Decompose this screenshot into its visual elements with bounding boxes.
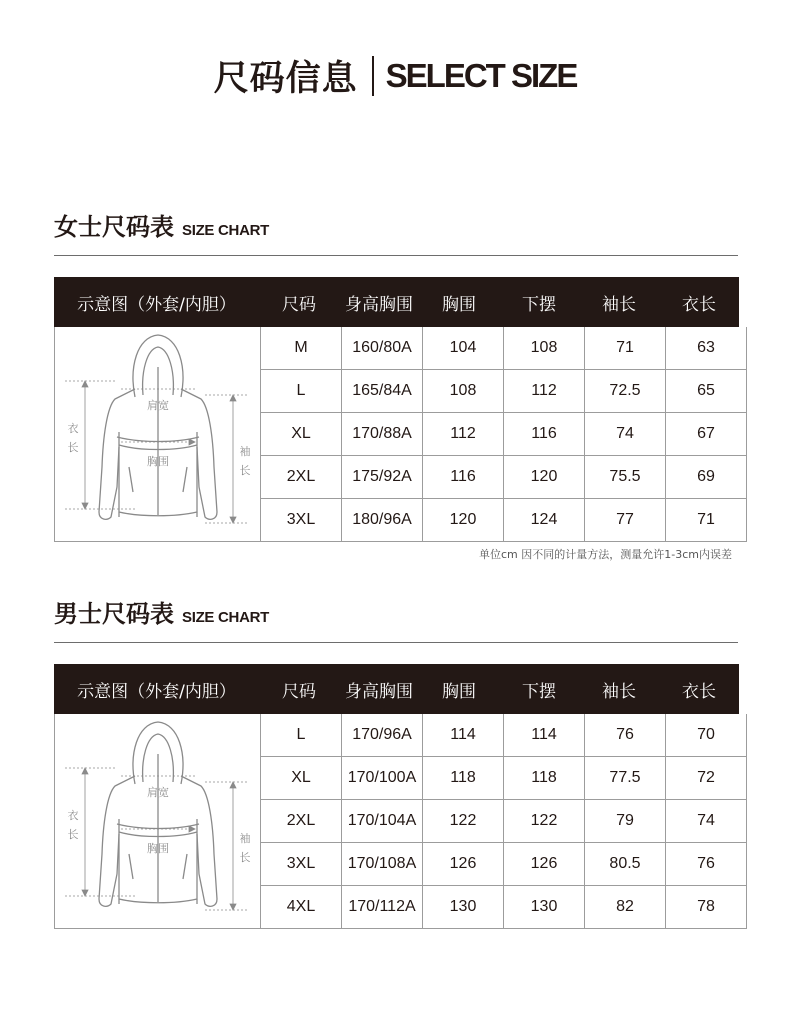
table-cell: 112 — [504, 370, 585, 412]
men-heading-en: SIZE CHART — [182, 609, 270, 626]
women-section-heading — [54, 207, 738, 242]
women-table-body — [261, 327, 747, 542]
table-cell: 3XL — [261, 843, 342, 885]
column-header: 尺码 — [282, 681, 316, 702]
table-row — [261, 499, 747, 542]
women-divider — [54, 255, 738, 256]
table-cell: 72.5 — [585, 370, 666, 412]
jacket-diagram — [55, 327, 261, 542]
men-size-table — [54, 664, 739, 929]
title-divider — [372, 56, 374, 96]
column-header: 袖长 — [602, 294, 636, 315]
table-cell: 76 — [666, 843, 747, 885]
table-cell: 71 — [585, 327, 666, 369]
table-cell: 124 — [504, 499, 585, 541]
table-cell: 175/92A — [342, 456, 423, 498]
diagram-label-length: 长 — [67, 441, 79, 454]
column-header: 衣长 — [682, 681, 716, 702]
diagram-label-shoulder: 肩宽 — [147, 399, 169, 412]
table-cell: 2XL — [261, 800, 342, 842]
table-header — [54, 277, 739, 327]
table-cell: 108 — [423, 370, 504, 412]
table-cell: 77.5 — [585, 757, 666, 799]
table-cell: 120 — [504, 456, 585, 498]
table-cell: 72 — [666, 757, 747, 799]
table-cell: 114 — [423, 714, 504, 756]
table-row — [261, 456, 747, 499]
column-header: 示意图（外套/内胆） — [77, 294, 236, 315]
table-cell: 76 — [585, 714, 666, 756]
table-cell: 104 — [423, 327, 504, 369]
column-header: 胸围 — [442, 681, 476, 702]
table-cell: 170/112A — [342, 886, 423, 928]
table-cell: 170/104A — [342, 800, 423, 842]
women-heading-en: SIZE CHART — [182, 222, 270, 239]
table-header — [54, 664, 739, 714]
column-header: 胸围 — [442, 294, 476, 315]
table-cell: 2XL — [261, 456, 342, 498]
table-cell: 170/108A — [342, 843, 423, 885]
page-title-cn: 尺码信息 — [213, 59, 358, 99]
table-cell: M — [261, 327, 342, 369]
column-header: 下摆 — [522, 681, 556, 702]
table-cell: 120 — [423, 499, 504, 541]
table-row — [261, 757, 747, 800]
table-cell: 165/84A — [342, 370, 423, 412]
column-header: 示意图（外套/内胆） — [77, 681, 236, 702]
table-row — [261, 714, 747, 757]
table-cell: 122 — [504, 800, 585, 842]
diagram-label-chest: 胸围 — [147, 842, 169, 855]
diagram-label-sleeve: 袖 — [239, 445, 251, 458]
diagram-label-chest: 胸围 — [147, 455, 169, 468]
men-section-heading — [54, 594, 738, 629]
table-cell: 78 — [666, 886, 747, 928]
jacket-illustration — [55, 327, 260, 541]
table-row — [261, 327, 747, 370]
table-cell: XL — [261, 413, 342, 455]
table-cell: 74 — [585, 413, 666, 455]
table-cell: 160/80A — [342, 327, 423, 369]
table-cell: 75.5 — [585, 456, 666, 498]
diagram-label-sleeve: 长 — [239, 851, 251, 864]
table-cell: 65 — [666, 370, 747, 412]
column-header: 身高胸围 — [345, 294, 413, 315]
column-header: 袖长 — [602, 681, 636, 702]
jacket-illustration — [55, 714, 260, 928]
table-cell: 130 — [423, 886, 504, 928]
table-cell: L — [261, 714, 342, 756]
table-cell: 130 — [504, 886, 585, 928]
jacket-diagram — [55, 714, 261, 929]
table-cell: 112 — [423, 413, 504, 455]
table-cell: 126 — [504, 843, 585, 885]
diagram-label-length: 衣 — [67, 422, 79, 435]
diagram-label-sleeve: 长 — [239, 464, 251, 477]
table-cell: L — [261, 370, 342, 412]
table-row — [261, 886, 747, 929]
men-table-body — [261, 714, 747, 929]
table-cell: 118 — [504, 757, 585, 799]
table-cell: 80.5 — [585, 843, 666, 885]
diagram-label-length: 衣 — [67, 809, 79, 822]
women-size-table — [54, 277, 739, 542]
page-title — [0, 50, 790, 102]
table-cell: 116 — [423, 456, 504, 498]
table-cell: 77 — [585, 499, 666, 541]
table-cell: 126 — [423, 843, 504, 885]
table-cell: 71 — [666, 499, 747, 541]
diagram-label-length: 长 — [67, 828, 79, 841]
table-cell: 114 — [504, 714, 585, 756]
diagram-label-sleeve: 袖 — [239, 832, 251, 845]
table-row — [261, 843, 747, 886]
table-cell: 180/96A — [342, 499, 423, 541]
table-row — [261, 370, 747, 413]
men-divider — [54, 642, 738, 643]
table-cell: XL — [261, 757, 342, 799]
column-header: 身高胸围 — [345, 681, 413, 702]
column-header: 衣长 — [682, 294, 716, 315]
page-title-en: SELECT SIZE — [385, 57, 577, 94]
table-cell: 122 — [423, 800, 504, 842]
table-cell: 170/96A — [342, 714, 423, 756]
table-cell: 118 — [423, 757, 504, 799]
table-cell: 70 — [666, 714, 747, 756]
table-cell: 63 — [666, 327, 747, 369]
table-row — [261, 413, 747, 456]
table-cell: 67 — [666, 413, 747, 455]
table-cell: 108 — [504, 327, 585, 369]
table-row — [261, 800, 747, 843]
table-cell: 82 — [585, 886, 666, 928]
measurement-note: 单位cm 因不同的计量方法，测量允许1-3cm内误差 — [479, 548, 732, 561]
table-cell: 74 — [666, 800, 747, 842]
table-cell: 4XL — [261, 886, 342, 928]
table-cell: 69 — [666, 456, 747, 498]
diagram-label-shoulder: 肩宽 — [147, 786, 169, 799]
men-heading-cn: 男士尺码表 — [54, 600, 174, 628]
women-heading-cn: 女士尺码表 — [54, 213, 174, 241]
table-cell: 170/88A — [342, 413, 423, 455]
table-cell: 170/100A — [342, 757, 423, 799]
table-cell: 116 — [504, 413, 585, 455]
column-header: 下摆 — [522, 294, 556, 315]
table-cell: 3XL — [261, 499, 342, 541]
column-header: 尺码 — [282, 294, 316, 315]
table-cell: 79 — [585, 800, 666, 842]
